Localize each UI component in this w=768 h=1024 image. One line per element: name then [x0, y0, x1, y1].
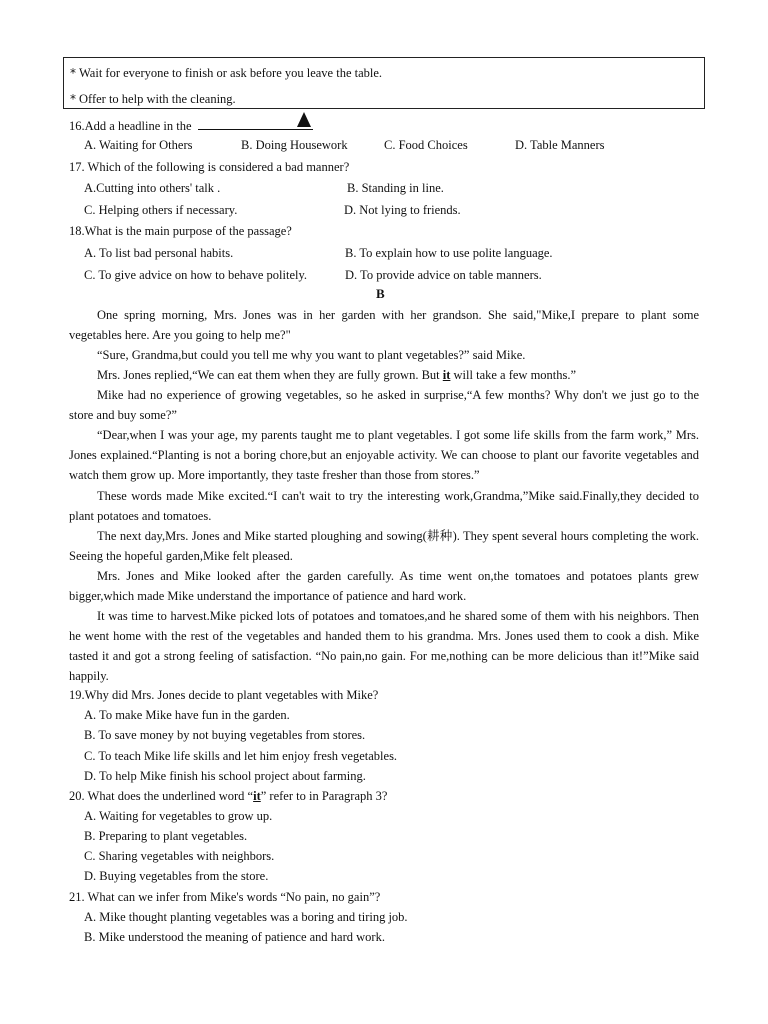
tip-1-text: Wait for everyone to finish or ask before you leave the table. [79, 66, 383, 80]
section-heading: B [376, 286, 385, 301]
q17-option-c: C. Helping others if necessary. [84, 203, 238, 217]
q17-option-d: D. Not lying to friends. [344, 203, 461, 217]
triangle-marker-icon [297, 112, 311, 127]
question-20-start: 20. What does the underlined word “ [69, 789, 254, 803]
q19-option-b: B. To save money by not buying vegetables from stores. [84, 728, 366, 742]
q16-option-c: C. Food Choices [384, 138, 468, 152]
q19-option-a: A. To make Mike have fun in the garden. [84, 708, 290, 722]
q16-option-b: B. Doing Housework [241, 138, 348, 152]
paragraph-2: “Sure, Grandma,but could you tell me why you want to plant vegetables?” said Mike. [97, 348, 526, 362]
tip-line-2 [70, 92, 236, 107]
paragraph-3-start: Mrs. Jones replied,“We can eat them when they are fully grown. But [97, 368, 443, 382]
q19-option-c: C. To teach Mike life skills and let him enjoy fresh vegetables. [84, 749, 398, 763]
q18-option-c: C. To give advice on how to behave politely. [84, 268, 308, 282]
star-icon: * [70, 66, 76, 80]
q16-option-d: D. Table Manners [515, 138, 605, 152]
paragraph-4: Mike had no experience of growing vegetables, so he asked in surprise,“A few months? Why don't we just go to the store and buy some?” [69, 388, 699, 422]
q21-option-a: A. Mike thought planting vegetables was a boring and tiring job. [84, 910, 408, 924]
underlined-it: it [442, 368, 451, 382]
question-20 [69, 789, 387, 804]
paragraph-7: The next day,Mrs. Jones and Mike started ploughing and sowing(耕种). They spent several hours completing the work. Seeing the hopeful garden,Mike felt pleased. [69, 529, 699, 563]
question-19-text: 19.Why did Mrs. Jones decide to plant vegetables with Mike? [69, 688, 379, 702]
q18-option-d: D. To provide advice on table manners. [345, 268, 542, 282]
q20-option-d: D. Buying vegetables from the store. [84, 869, 269, 883]
answer-blank [198, 118, 313, 130]
q18-option-b: B. To explain how to use polite language. [345, 246, 553, 260]
question-17-text: 17. Which of the following is considered a bad manner? [69, 160, 350, 174]
paragraph-6: These words made Mike excited.“I can't wait to try the interesting work,Grandma,”Mike said.Finally,they decided to plant potatoes and tomatoes. [69, 489, 699, 523]
tip-2-text: Offer to help with the cleaning. [79, 92, 236, 106]
q17-option-a: A.Cutting into others' talk . [84, 181, 221, 195]
question-18-text: 18.What is the main purpose of the passage? [69, 224, 292, 238]
question-20-end: ” refer to in Paragraph 3? [260, 789, 388, 803]
q20-option-b: B. Preparing to plant vegetables. [84, 829, 248, 843]
paragraph-3 [69, 365, 699, 385]
q19-option-d: D. To help Mike finish his school project about farming. [84, 769, 366, 783]
q20-option-a: A. Waiting for vegetables to grow up. [84, 809, 273, 823]
paragraph-8: Mrs. Jones and Mike looked after the garden carefully. As time went on,the tomatoes and potatoes plants grew bigger,which made Mike understand the importance of patience and hard work. [69, 569, 699, 603]
q16-option-a: A. Waiting for Others [84, 138, 193, 152]
q21-option-b: B. Mike understood the meaning of patience and hard work. [84, 930, 385, 944]
paragraph-9: It was time to harvest.Mike picked lots of potatoes and tomatoes,and he shared some of them with his neighbors. Then he went home with the rest of the vegetables and handed them to his grandma. Mrs. Jones used them to cook a dish. Mike tasted it and got a strong feeling of satisfaction. “No pain,no gain. For me,nothing can be more delicious than it!”Mike said happily. [69, 609, 699, 683]
tip-line-1 [70, 66, 382, 81]
paragraph-1: One spring morning, Mrs. Jones was in her garden with her grandson. She said,"Mike,I prepare to plant some vegetables here. Are you going to help me?" [69, 308, 699, 342]
q17-option-b: B. Standing in line. [347, 181, 444, 195]
question-16 [69, 118, 313, 134]
question-16-text: 16.Add a headline in the [69, 119, 192, 133]
question-21-text: 21. What can we infer from Mike's words “No pain, no gain”? [69, 890, 381, 904]
q20-option-c: C. Sharing vegetables with neighbors. [84, 849, 275, 863]
q18-option-a: A. To list bad personal habits. [84, 246, 234, 260]
paragraph-5: “Dear,when I was your age, my parents taught me to plant vegetables. I got some life skills from the farm work,” Mrs. Jones explained.“Planting is not a boring chore,but an enjoyable activity. We can choose to plant our favorite vegetables and watch them grow up. More importantly, they taste fresher than those from stores.” [69, 428, 699, 482]
question-20-word: it [253, 789, 261, 803]
paragraph-3-end: will take a few months.” [450, 368, 577, 382]
star-icon: * [70, 92, 76, 106]
